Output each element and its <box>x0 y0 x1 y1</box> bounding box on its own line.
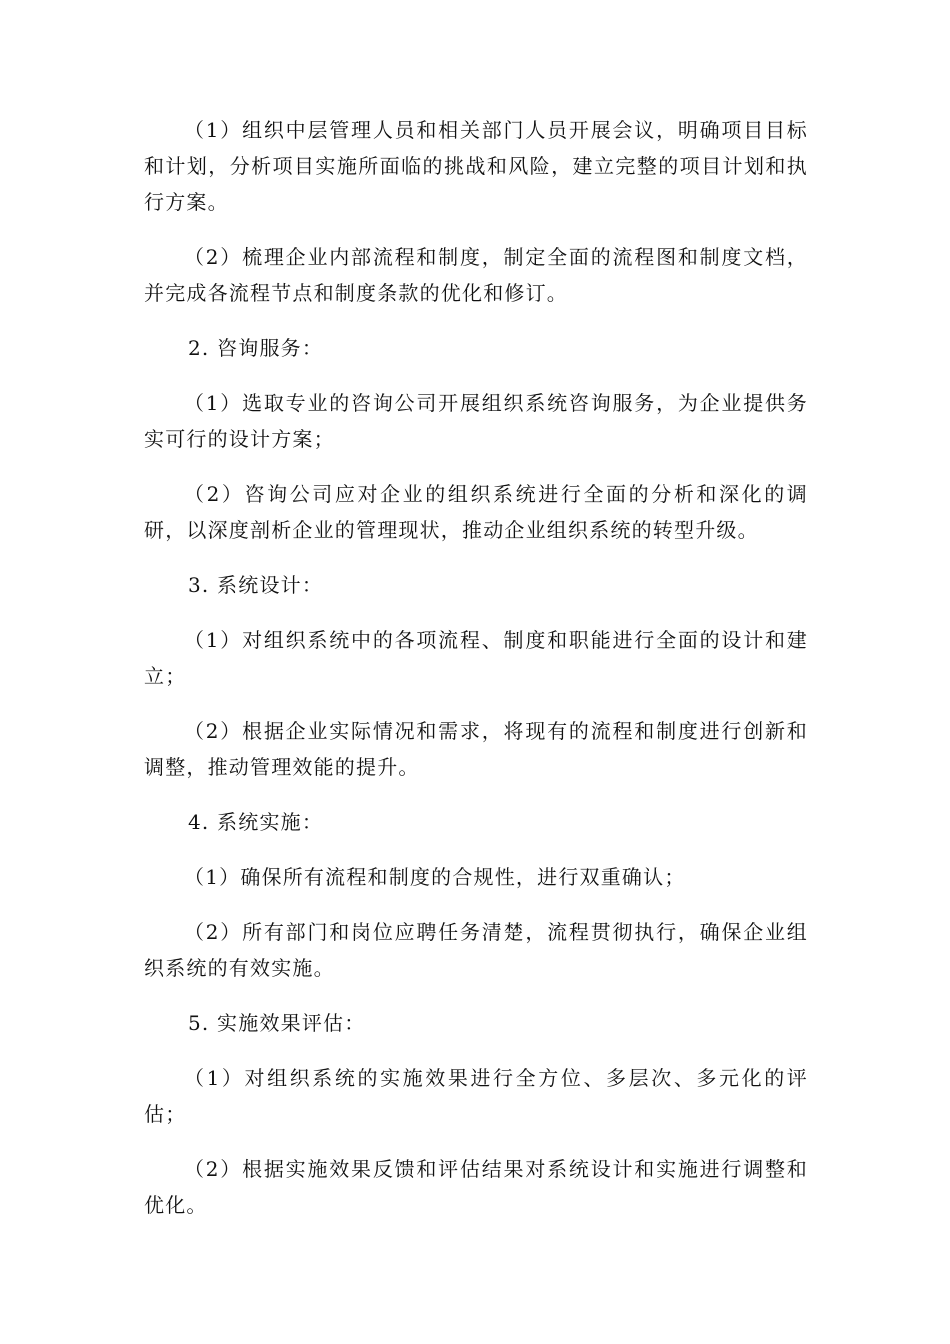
item-1-1: （1）组织中层管理人员和相关部门人员开展会议，明确项目目标和计划，分析项目实施所面临的挑战和风险，建立完整的项目计划和执行方案。 <box>144 118 808 214</box>
item-2-1: （1）选取专业的咨询公司开展组织系统咨询服务，为企业提供务实可行的设计方案； <box>144 391 808 451</box>
section-heading-3: 3. 系统设计： <box>188 573 324 597</box>
item-2-2: （2）咨询公司应对企业的组织系统进行全面的分析和深化的调研，以深度剖析企业的管理现状，推动企业组织系统的转型升级。 <box>144 482 808 542</box>
item-3-2: （2）根据企业实际情况和需求，将现有的流程和制度进行创新和调整，推动管理效能的提升。 <box>144 719 808 779</box>
section-heading-5: 5. 实施效果评估： <box>188 1011 366 1035</box>
document-body <box>144 112 808 1223</box>
item-3-1: （1）对组织系统中的各项流程、制度和职能进行全面的设计和建立； <box>144 628 808 688</box>
item-1-2: （2）梳理企业内部流程和制度，制定全面的流程图和制度文档，并完成各流程节点和制度条款的优化和修订。 <box>144 245 808 305</box>
item-5-2: （2）根据实施效果反馈和评估结果对系统设计和实施进行调整和优化。 <box>144 1157 808 1217</box>
section-heading-4: 4. 系统实施： <box>188 810 324 834</box>
item-4-1: （1）确保所有流程和制度的合规性，进行双重确认； <box>184 865 686 889</box>
section-heading-2: 2. 咨询服务： <box>188 336 324 360</box>
item-4-2: （2）所有部门和岗位应聘任务清楚，流程贯彻执行，确保企业组织系统的有效实施。 <box>144 920 808 980</box>
item-5-1: （1）对组织系统的实施效果进行全方位、多层次、多元化的评估； <box>144 1066 808 1126</box>
